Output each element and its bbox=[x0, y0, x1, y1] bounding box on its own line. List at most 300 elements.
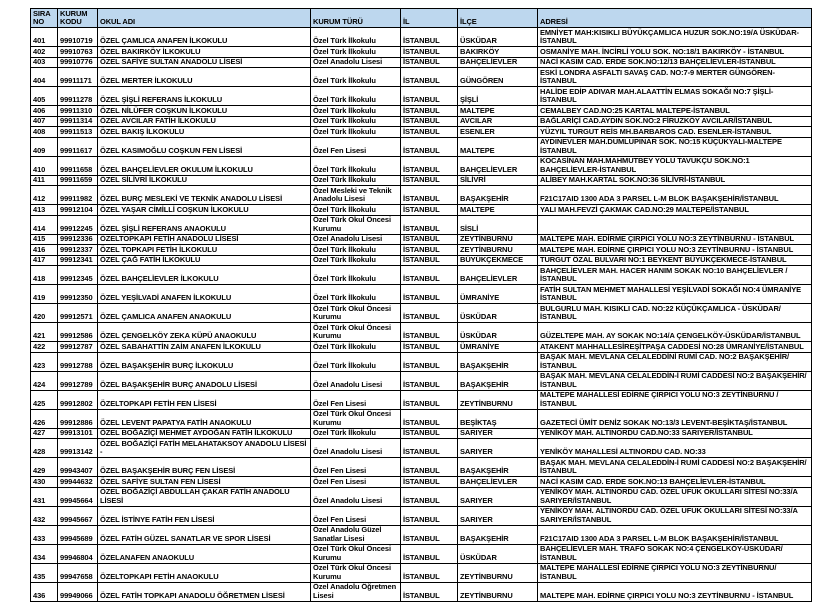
col-header-il: İL bbox=[401, 9, 458, 28]
cell-adresi: GAZETECİ ÜMİT DENİZ SOKAK NO:13/3 LEVENT-BEŞİKTAŞ/İSTANBUL bbox=[538, 409, 812, 428]
table-row bbox=[31, 245, 812, 256]
cell-kurum_kodu: 99912802 bbox=[58, 390, 98, 409]
table-header bbox=[31, 9, 812, 28]
cell-kurum_turu: Özel Türk İlkokulu bbox=[311, 87, 401, 106]
cell-il: İSTANBUL bbox=[401, 544, 458, 563]
cell-sira_no: 433 bbox=[31, 525, 58, 544]
cell-kurum_kodu: 99911659 bbox=[58, 175, 98, 186]
cell-adresi: TURGUT ÖZAL BULVARI NO:1 BEYKENT BÜYÜKÇEKMECE-İSTANBUL bbox=[538, 255, 812, 266]
table-row bbox=[31, 234, 812, 245]
cell-sira_no: 416 bbox=[31, 245, 58, 256]
cell-sira_no: 408 bbox=[31, 127, 58, 138]
cell-sira_no: 424 bbox=[31, 371, 58, 390]
cell-kurum_turu: Özel Anadolu Lisesi bbox=[311, 487, 401, 506]
cell-kurum_kodu: 99912789 bbox=[58, 371, 98, 390]
table-row bbox=[31, 205, 812, 216]
table-row bbox=[31, 175, 812, 186]
cell-adresi: YALI MAH.FEVZİ ÇAKMAK CAD.NO:29 MALTEPE/İSTANBUL bbox=[538, 205, 812, 216]
cell-adresi: BAŞAK MAH. MEVLANA CELALEDDİN-İ RUMİ CADDESİ NO:2 BAŞAKŞEHİR/İSTANBUL bbox=[538, 371, 812, 390]
table-row bbox=[31, 506, 812, 525]
table-row bbox=[31, 87, 812, 106]
cell-ilce: SİLİVRİ bbox=[458, 175, 538, 186]
cell-kurum_kodu: 99910719 bbox=[58, 28, 98, 47]
cell-kurum_turu: Özel Anadolu Lisesi bbox=[311, 234, 401, 245]
cell-kurum_kodu: 99912245 bbox=[58, 215, 98, 234]
cell-sira_no: 411 bbox=[31, 175, 58, 186]
table-row bbox=[31, 428, 812, 439]
cell-il: İSTANBUL bbox=[401, 285, 458, 304]
document-page bbox=[30, 8, 811, 602]
cell-sira_no: 413 bbox=[31, 205, 58, 216]
cell-okul_adi: ÖZEL MERTER İLKOKULU bbox=[98, 68, 311, 87]
cell-il: İSTANBUL bbox=[401, 234, 458, 245]
cell-il: İSTANBUL bbox=[401, 116, 458, 127]
cell-okul_adi: ÖZEL LEVENT PAPATYA FATİH ANAOKULU bbox=[98, 409, 311, 428]
table-row bbox=[31, 137, 812, 156]
cell-il: İSTANBUL bbox=[401, 439, 458, 458]
cell-kurum_turu: Özel Türk Okul Öncesi Kurumu bbox=[311, 323, 401, 342]
cell-adresi: MALTEPE MAH. EDİRME ÇIRPICI YOLU NO:3 ZEYTİNBURNU - İSTANBUL bbox=[538, 234, 812, 245]
cell-adresi: MALTEPE MAHALLESİ EDİRNE ÇIRPICI YOLU NO:3 ZEYTİNBURNU/İSTANBUL bbox=[538, 563, 812, 582]
cell-il: İSTANBUL bbox=[401, 68, 458, 87]
cell-adresi: ATAKENT MAHHALLESİREŞİTPAŞA CADDESİ NO:28 ÜMRANİYE/İSTANBUL bbox=[538, 342, 812, 353]
cell-ilce: ZEYTİNBURNU bbox=[458, 245, 538, 256]
cell-adresi: BAHÇELİEVLER MAH. TRAFO SOKAK NO:4 ÇENGELKÖY-ÜSKÜDAR/İSTANBUL bbox=[538, 544, 812, 563]
cell-kurum_turu: Özel Türk İlkokulu bbox=[311, 127, 401, 138]
cell-kurum_kodu: 99945689 bbox=[58, 525, 98, 544]
table-row bbox=[31, 156, 812, 175]
cell-okul_adi: ÖZEL BAHÇELİEVLER OKULUM İLKOKULU bbox=[98, 156, 311, 175]
cell-kurum_turu: Özel Fen Lisesi bbox=[311, 506, 401, 525]
cell-okul_adi: ÖZEL AVCILAR FATİH İLKOKULU bbox=[98, 116, 311, 127]
cell-il: İSTANBUL bbox=[401, 47, 458, 58]
col-header-sira_no: SIRA NO bbox=[31, 9, 58, 28]
cell-il: İSTANBUL bbox=[401, 352, 458, 371]
table-row bbox=[31, 127, 812, 138]
cell-sira_no: 410 bbox=[31, 156, 58, 175]
cell-ilce: BAHÇELİEVLER bbox=[458, 477, 538, 488]
cell-kurum_turu: Özel Türk İlkokulu bbox=[311, 175, 401, 186]
cell-okul_adi: ÖZEL BURÇ MESLEKİ VE TEKNİK ANADOLU LİSESİ bbox=[98, 186, 311, 205]
cell-sira_no: 401 bbox=[31, 28, 58, 47]
cell-kurum_turu: Özel Türk İlkokulu bbox=[311, 116, 401, 127]
cell-ilce: BAHÇELİEVLER bbox=[458, 156, 538, 175]
table-row bbox=[31, 390, 812, 409]
cell-ilce: ÜSKÜDAR bbox=[458, 28, 538, 47]
cell-il: İSTANBUL bbox=[401, 525, 458, 544]
table-row bbox=[31, 47, 812, 58]
cell-adresi: F21C17AID 1300 ADA 3 PARSEL L-M BLOK BAŞAKŞEHİR/İSTANBUL bbox=[538, 186, 812, 205]
cell-ilce: GÜNGÖREN bbox=[458, 68, 538, 87]
cell-il: İSTANBUL bbox=[401, 582, 458, 601]
cell-kurum_turu: Özel Türk Okul Öncesi Kurumu bbox=[311, 215, 401, 234]
col-header-ilce: İLÇE bbox=[458, 9, 538, 28]
cell-adresi: YENİKÖY MAH. ALTINORDU CAD. ÖZEL UFUK OKULLARI SİTESİ NO:33/A SARIYER/İSTANBUL bbox=[538, 487, 812, 506]
cell-okul_adi: ÖZEL ÇAĞ FATİH İLKOKULU bbox=[98, 255, 311, 266]
cell-il: İSTANBUL bbox=[401, 106, 458, 117]
cell-okul_adi: ÖZEL BOĞAZİÇİ ABDULLAH ÇAKAR FATİH ANADOLU LİSESİ bbox=[98, 487, 311, 506]
cell-kurum_turu: Özel Fen Lisesi bbox=[311, 458, 401, 477]
cell-adresi: FATİH SULTAN MEHMET MAHALLESİ YEŞİLVADİ SOKAĞI NO:4 ÜMRANİYE İSTANBUL bbox=[538, 285, 812, 304]
cell-okul_adi: ÖZEL NİLÜFER COŞKUN İLKOKULU bbox=[98, 106, 311, 117]
cell-il: İSTANBUL bbox=[401, 215, 458, 234]
cell-ilce: ZEYTİNBURNU bbox=[458, 582, 538, 601]
cell-ilce: ÜSKÜDAR bbox=[458, 304, 538, 323]
cell-kurum_kodu: 99911617 bbox=[58, 137, 98, 156]
cell-ilce: ZEYTİNBURNU bbox=[458, 390, 538, 409]
cell-okul_adi: ÖZEL YAŞAR CİMİLLİ COŞKUN İLKOKULU bbox=[98, 205, 311, 216]
cell-adresi: BAŞAK MAH. MEVLANA CELALEDDİNİ RUMİ CAD. NO:2 BAŞAKŞEHİR/İSTANBUL bbox=[538, 352, 812, 371]
cell-ilce: SARIYER bbox=[458, 487, 538, 506]
cell-il: İSTANBUL bbox=[401, 127, 458, 138]
cell-sira_no: 412 bbox=[31, 186, 58, 205]
cell-ilce: MALTEPE bbox=[458, 205, 538, 216]
cell-kurum_turu: Özel Fen Lisesi bbox=[311, 137, 401, 156]
cell-adresi: ALİBEY MAH.KARTAL SOK.NO:36 SİLİVRİ-İSTANBUL bbox=[538, 175, 812, 186]
cell-il: İSTANBUL bbox=[401, 266, 458, 285]
cell-okul_adi: ÖZEL BAŞAKŞEHİR BURÇ FEN LİSESİ bbox=[98, 458, 311, 477]
cell-ilce: ÜMRANİYE bbox=[458, 285, 538, 304]
cell-okul_adi: ÖZEL SİLİVRİ İLKOKULU bbox=[98, 175, 311, 186]
cell-kurum_kodu: 99947658 bbox=[58, 563, 98, 582]
cell-ilce: BÜYÜKÇEKMECE bbox=[458, 255, 538, 266]
cell-adresi: NACİ KASIM CAD. ERDE SOK.NO:12/13 BAHÇELİEVLER-İSTANBUL bbox=[538, 57, 812, 68]
cell-kurum_kodu: 99912350 bbox=[58, 285, 98, 304]
cell-kurum_turu: Özel Fen Lisesi bbox=[311, 477, 401, 488]
cell-kurum_turu: Özel Türk İlkokulu bbox=[311, 428, 401, 439]
cell-adresi bbox=[538, 215, 812, 234]
cell-kurum_kodu: 99912787 bbox=[58, 342, 98, 353]
cell-okul_adi: ÖZEL İSTİNYE FATİH FEN LİSESİ bbox=[98, 506, 311, 525]
cell-il: İSTANBUL bbox=[401, 458, 458, 477]
cell-sira_no: 406 bbox=[31, 106, 58, 117]
cell-sira_no: 420 bbox=[31, 304, 58, 323]
cell-sira_no: 435 bbox=[31, 563, 58, 582]
cell-okul_adi: ÖZEL SABAHATTİN ZAİM ANAFEN İLKOKULU bbox=[98, 342, 311, 353]
cell-kurum_kodu: 99912788 bbox=[58, 352, 98, 371]
cell-il: İSTANBUL bbox=[401, 563, 458, 582]
cell-sira_no: 432 bbox=[31, 506, 58, 525]
cell-kurum_turu: Özel Türk Okul Öncesi Kurumu bbox=[311, 409, 401, 428]
table-row bbox=[31, 352, 812, 371]
cell-kurum_kodu: 99946804 bbox=[58, 544, 98, 563]
cell-sira_no: 418 bbox=[31, 266, 58, 285]
cell-il: İSTANBUL bbox=[401, 28, 458, 47]
cell-kurum_kodu: 99912336 bbox=[58, 234, 98, 245]
cell-okul_adi: ÖZELTOPKAPI FETİH FEN LİSESİ bbox=[98, 390, 311, 409]
cell-adresi: MALTEPE MAH. EDİRNE ÇIRPICI YOLU NO:3 ZEYTİNBURNU - İSTANBUL bbox=[538, 582, 812, 601]
cell-okul_adi: ÖZEL KASIMOĞLU COŞKUN FEN LİSESİ bbox=[98, 137, 311, 156]
cell-sira_no: 415 bbox=[31, 234, 58, 245]
cell-kurum_turu: Özel Türk İlkokulu bbox=[311, 156, 401, 175]
cell-il: İSTANBUL bbox=[401, 205, 458, 216]
cell-il: İSTANBUL bbox=[401, 255, 458, 266]
cell-okul_adi: ÖZEL BAKIŞ İLKOKULU bbox=[98, 127, 311, 138]
cell-ilce: BAŞAKŞEHİR bbox=[458, 458, 538, 477]
cell-ilce: BAŞAKŞEHİR bbox=[458, 186, 538, 205]
col-header-kurum_turu: KURUM TÜRÜ bbox=[311, 9, 401, 28]
cell-ilce: SARIYER bbox=[458, 506, 538, 525]
cell-kurum_turu: Özel Türk İlkokulu bbox=[311, 68, 401, 87]
table-row bbox=[31, 215, 812, 234]
table-row bbox=[31, 525, 812, 544]
cell-okul_adi: ÖZELTOPKAPI FETİH ANADOLU LİSESİ bbox=[98, 234, 311, 245]
cell-adresi: MALTEPE MAH. EDİRNE ÇIRPICI YOLU NO:3 ZEYTİNBURNU - İSTANBUL bbox=[538, 245, 812, 256]
cell-ilce: BAŞAKŞEHİR bbox=[458, 352, 538, 371]
cell-okul_adi: ÖZEL SAFİYE SULTAN ANADOLU LİSESİ bbox=[98, 57, 311, 68]
cell-il: İSTANBUL bbox=[401, 245, 458, 256]
table-row bbox=[31, 458, 812, 477]
cell-okul_adi: ÖZEL TOPKAPI FETİH İLKOKULU bbox=[98, 245, 311, 256]
cell-il: İSTANBUL bbox=[401, 57, 458, 68]
cell-ilce: SARIYER bbox=[458, 439, 538, 458]
cell-kurum_kodu: 99912337 bbox=[58, 245, 98, 256]
cell-il: İSTANBUL bbox=[401, 87, 458, 106]
table-row bbox=[31, 477, 812, 488]
cell-kurum_kodu: 99911171 bbox=[58, 68, 98, 87]
cell-kurum_kodu: 99911982 bbox=[58, 186, 98, 205]
cell-okul_adi: ÖZELANAFEN ANAOKULU bbox=[98, 544, 311, 563]
cell-kurum_turu: Özel Türk İlkokulu bbox=[311, 205, 401, 216]
cell-sira_no: 405 bbox=[31, 87, 58, 106]
table-row bbox=[31, 266, 812, 285]
cell-kurum_kodu: 99911314 bbox=[58, 116, 98, 127]
table-row bbox=[31, 439, 812, 458]
cell-sira_no: 431 bbox=[31, 487, 58, 506]
cell-kurum_turu: Özel Anadolu Lisesi bbox=[311, 439, 401, 458]
cell-kurum_turu: Özel Anadolu Lisesi bbox=[311, 371, 401, 390]
cell-ilce: MALTEPE bbox=[458, 137, 538, 156]
cell-il: İSTANBUL bbox=[401, 186, 458, 205]
table-row bbox=[31, 563, 812, 582]
cell-kurum_turu: Özel Türk İlkokulu bbox=[311, 255, 401, 266]
cell-kurum_kodu: 99912341 bbox=[58, 255, 98, 266]
cell-adresi: YENİKÖY MAH. ALTINORDU CAD. ÖZEL UFUK OKULLARI SİTESİ NO:33/A SARIYER/İSTANBUL bbox=[538, 506, 812, 525]
table-row bbox=[31, 68, 812, 87]
schools-table bbox=[30, 8, 812, 602]
cell-kurum_kodu: 99949066 bbox=[58, 582, 98, 601]
cell-kurum_turu: Özel Türk Okul Öncesi Kurumu bbox=[311, 563, 401, 582]
cell-sira_no: 427 bbox=[31, 428, 58, 439]
table-row bbox=[31, 57, 812, 68]
cell-okul_adi: ÖZEL YEŞİLVADİ ANAFEN İLKOKULU bbox=[98, 285, 311, 304]
cell-kurum_turu: Özel Türk Okul Öncesi Kurumu bbox=[311, 544, 401, 563]
cell-ilce: ÜSKÜDAR bbox=[458, 323, 538, 342]
cell-sira_no: 426 bbox=[31, 409, 58, 428]
cell-okul_adi: ÖZEL ÇAMLICA ANAFEN ANAOKULU bbox=[98, 304, 311, 323]
table-row bbox=[31, 582, 812, 601]
cell-kurum_turu: Özel Türk İlkokulu bbox=[311, 245, 401, 256]
cell-ilce: ESENLER bbox=[458, 127, 538, 138]
cell-ilce: ÜSKÜDAR bbox=[458, 544, 538, 563]
table-row bbox=[31, 255, 812, 266]
table-row bbox=[31, 116, 812, 127]
cell-kurum_kodu: 99911658 bbox=[58, 156, 98, 175]
cell-il: İSTANBUL bbox=[401, 323, 458, 342]
cell-kurum_turu: Özel Anadolu Öğretmen Lisesi bbox=[311, 582, 401, 601]
cell-il: İSTANBUL bbox=[401, 506, 458, 525]
cell-adresi: EMNİYET MAH:KISIKLI BÜYÜKÇAMLICA HUZUR SOK.NO:19/A ÜSKÜDAR-İSTANBUL bbox=[538, 28, 812, 47]
table-row bbox=[31, 342, 812, 353]
table-row bbox=[31, 106, 812, 117]
cell-adresi: BAHÇELİEVLER MAH. HACER HANIM SOKAK NO:10 BAHÇELİEVLER / İSTANBUL bbox=[538, 266, 812, 285]
cell-kurum_kodu: 99910776 bbox=[58, 57, 98, 68]
cell-ilce: SİSLİ bbox=[458, 215, 538, 234]
cell-sira_no: 422 bbox=[31, 342, 58, 353]
cell-okul_adi: ÖZEL BAHÇELİEVLER İLKOKULU bbox=[98, 266, 311, 285]
cell-kurum_kodu: 99944632 bbox=[58, 477, 98, 488]
table-body bbox=[31, 28, 812, 602]
cell-il: İSTANBUL bbox=[401, 487, 458, 506]
cell-adresi: ESKİ LONDRA ASFALTI SAVAŞ CAD. NO:7-9 MERTER GÜNGÖREN-İSTANBUL bbox=[538, 68, 812, 87]
cell-kurum_turu: Özel Türk Okul Öncesi Kurumu bbox=[311, 304, 401, 323]
cell-kurum_kodu: 99913101 bbox=[58, 428, 98, 439]
cell-ilce: ZEYTİNBURNU bbox=[458, 563, 538, 582]
cell-kurum_turu: Özel Türk İlkokulu bbox=[311, 28, 401, 47]
cell-sira_no: 409 bbox=[31, 137, 58, 156]
cell-okul_adi: ÖZEL ŞİŞLİ REFERANS İLKOKULU bbox=[98, 87, 311, 106]
cell-kurum_kodu: 99912586 bbox=[58, 323, 98, 342]
cell-kurum_kodu: 99911278 bbox=[58, 87, 98, 106]
cell-kurum_kodu: 99943407 bbox=[58, 458, 98, 477]
cell-adresi: F21C17AID 1300 ADA 3 PARSEL L-M BLOK BAŞAKŞEHİR/İSTANBUL bbox=[538, 525, 812, 544]
cell-kurum_turu: Özel Fen Lisesi bbox=[311, 390, 401, 409]
cell-sira_no: 404 bbox=[31, 68, 58, 87]
cell-ilce: ÜMRANİYE bbox=[458, 342, 538, 353]
cell-kurum_turu: Özel Türk İlkokulu bbox=[311, 352, 401, 371]
cell-sira_no: 421 bbox=[31, 323, 58, 342]
table-row bbox=[31, 487, 812, 506]
cell-kurum_kodu: 99912345 bbox=[58, 266, 98, 285]
cell-kurum_kodu: 99912571 bbox=[58, 304, 98, 323]
col-header-adresi: ADRESİ bbox=[538, 9, 812, 28]
cell-adresi: BAŞAK MAH. MEVLANA CELALEDDİN-İ RUMİ CADDESİ NO:2 BAŞAKŞEHİR/İSTANBUL bbox=[538, 458, 812, 477]
cell-adresi: CEMALBEY CAD.NO:25 KARTAL MALTEPE-İSTANBUL bbox=[538, 106, 812, 117]
cell-ilce: BAKIRKÖY bbox=[458, 47, 538, 58]
cell-sira_no: 436 bbox=[31, 582, 58, 601]
cell-okul_adi: ÖZEL BAŞAKŞEHİR BURÇ ANADOLU LİSESİ bbox=[98, 371, 311, 390]
cell-il: İSTANBUL bbox=[401, 342, 458, 353]
cell-il: İSTANBUL bbox=[401, 371, 458, 390]
table-row bbox=[31, 544, 812, 563]
cell-adresi: MALTEPE MAHALLESİ EDİRNE ÇIRPICI YOLU NO:3 ZEYTİNBURNU /İSTANBUL bbox=[538, 390, 812, 409]
cell-okul_adi: ÖZEL FATİH TOPKAPI ANADOLU ÖĞRETMEN LİSESİ bbox=[98, 582, 311, 601]
cell-adresi: GÜZELTEPE MAH. AY SOKAK NO:14/A ÇENGELKÖY-ÜSKÜDAR/İSTANBUL bbox=[538, 323, 812, 342]
table-row bbox=[31, 371, 812, 390]
cell-kurum_kodu: 99912104 bbox=[58, 205, 98, 216]
cell-kurum_kodu: 99913142 bbox=[58, 439, 98, 458]
cell-sira_no: 434 bbox=[31, 544, 58, 563]
cell-okul_adi: ÖZELTOPKAPI FETİH ANAOKULU bbox=[98, 563, 311, 582]
col-header-okul_adi: OKUL ADI bbox=[98, 9, 311, 28]
cell-kurum_turu: Özel Anadolu Güzel Sanatlar Lisesi bbox=[311, 525, 401, 544]
cell-okul_adi: ÖZEL ÇAMLICA ANAFEN İLKOKULU bbox=[98, 28, 311, 47]
cell-sira_no: 429 bbox=[31, 458, 58, 477]
cell-sira_no: 425 bbox=[31, 390, 58, 409]
cell-kurum_turu: Özel Türk İlkokulu bbox=[311, 266, 401, 285]
cell-sira_no: 419 bbox=[31, 285, 58, 304]
cell-il: İSTANBUL bbox=[401, 156, 458, 175]
cell-okul_adi: ÖZEL BAŞAKŞEHİR BURÇ İLKOKULU bbox=[98, 352, 311, 371]
table-row bbox=[31, 285, 812, 304]
cell-adresi: HALİDE EDİP ADIVAR MAH.ALAATTİN ELMAS SOKAĞI NO:7 ŞİŞLİ-İSTANBUL bbox=[538, 87, 812, 106]
table-row bbox=[31, 304, 812, 323]
cell-il: İSTANBUL bbox=[401, 304, 458, 323]
cell-kurum_turu: Özel Anadolu Lisesi bbox=[311, 57, 401, 68]
cell-kurum_kodu: 99911513 bbox=[58, 127, 98, 138]
cell-kurum_turu: Özel Türk İlkokulu bbox=[311, 342, 401, 353]
cell-sira_no: 414 bbox=[31, 215, 58, 234]
cell-il: İSTANBUL bbox=[401, 137, 458, 156]
cell-sira_no: 407 bbox=[31, 116, 58, 127]
cell-sira_no: 430 bbox=[31, 477, 58, 488]
cell-okul_adi: ÖZEL BAKIRKÖY İLKOKULU bbox=[98, 47, 311, 58]
cell-kurum_kodu: 99912886 bbox=[58, 409, 98, 428]
cell-okul_adi: ÖZEL ÇENGELKÖY ZEKA KÜPÜ ANAOKULU bbox=[98, 323, 311, 342]
cell-okul_adi: ÖZEL SAFİYE SULTAN FEN LİSESİ bbox=[98, 477, 311, 488]
cell-okul_adi: ÖZEL BOĞAZİÇİ FATİH MELAHATAKSOY ANADOLU LİSESİ - bbox=[98, 439, 311, 458]
cell-ilce: BEŞİKTAŞ bbox=[458, 409, 538, 428]
cell-ilce: ZEYTİNBURNU bbox=[458, 234, 538, 245]
table-row bbox=[31, 28, 812, 47]
cell-adresi: KOCASİNAN MAH.MAHMUTBEY YOLU TAVUKÇU SOK.NO:1 BAHÇELİEVLER-İSTANBUL bbox=[538, 156, 812, 175]
cell-sira_no: 403 bbox=[31, 57, 58, 68]
cell-kurum_kodu: 99911310 bbox=[58, 106, 98, 117]
cell-adresi: OSMANİYE MAH. İNCİRLİ YOLU SOK. NO:18/1 BAKIRKÖY - İSTANBUL bbox=[538, 47, 812, 58]
cell-ilce: BAŞAKŞEHİR bbox=[458, 525, 538, 544]
cell-kurum_kodu: 99910763 bbox=[58, 47, 98, 58]
cell-kurum_kodu: 99945664 bbox=[58, 487, 98, 506]
cell-adresi: YENİKÖY MAHALLESİ ALTINORDU CAD. NO:33 bbox=[538, 439, 812, 458]
cell-okul_adi: ÖZEL BOĞAZİÇİ MEHMET AYDOĞAN FATİH İLKOKULU bbox=[98, 428, 311, 439]
cell-il: İSTANBUL bbox=[401, 409, 458, 428]
cell-adresi: AYDINEVLER MAH.DUMLUPINAR SOK. NO:15 KÜÇÜKYALI-MALTEPE İSTANBUL bbox=[538, 137, 812, 156]
cell-adresi: NACİ KASIM CAD. ERDE SOK.NO:13 BAHÇELİEVLER-İSTANBUL bbox=[538, 477, 812, 488]
cell-ilce: SARIYER bbox=[458, 428, 538, 439]
cell-ilce: BAHÇELİEVLER bbox=[458, 266, 538, 285]
cell-adresi: BAĞLARİÇİ CAD.AYDIN SOK.NO:2 FİRUZKÖY AVCILAR/İSTANBUL bbox=[538, 116, 812, 127]
cell-ilce: AVCILAR bbox=[458, 116, 538, 127]
table-row bbox=[31, 323, 812, 342]
cell-kurum_turu: Özel Türk İlkokulu bbox=[311, 106, 401, 117]
cell-kurum_turu: Özel Mesleki ve Teknik Anadolu Lisesi bbox=[311, 186, 401, 205]
cell-sira_no: 428 bbox=[31, 439, 58, 458]
cell-adresi: YENİKÖY MAH. ALTINORDU CAD.NO:33 SARIYER/İSTANBUL bbox=[538, 428, 812, 439]
col-header-kurum_kodu: KURUM KODU bbox=[58, 9, 98, 28]
table-row bbox=[31, 409, 812, 428]
header-row bbox=[31, 9, 812, 28]
cell-sira_no: 423 bbox=[31, 352, 58, 371]
cell-il: İSTANBUL bbox=[401, 390, 458, 409]
cell-adresi: BULGURLU MAH. KISIKLI CAD. NO:22 KÜÇÜKÇAMLICA - ÜSKÜDAR/İSTANBUL bbox=[538, 304, 812, 323]
cell-il: İSTANBUL bbox=[401, 477, 458, 488]
table-row bbox=[31, 186, 812, 205]
cell-ilce: BAHÇELİEVLER bbox=[458, 57, 538, 68]
cell-ilce: MALTEPE bbox=[458, 106, 538, 117]
cell-kurum_turu: Özel Türk İlkokulu bbox=[311, 285, 401, 304]
cell-ilce: ŞİŞLİ bbox=[458, 87, 538, 106]
cell-il: İSTANBUL bbox=[401, 428, 458, 439]
cell-kurum_kodu: 99945667 bbox=[58, 506, 98, 525]
cell-ilce: BAŞAKŞEHİR bbox=[458, 371, 538, 390]
cell-kurum_turu: Özel Türk İlkokulu bbox=[311, 47, 401, 58]
cell-sira_no: 417 bbox=[31, 255, 58, 266]
cell-okul_adi: ÖZEL FATİH GÜZEL SANATLAR VE SPOR LİSESİ bbox=[98, 525, 311, 544]
cell-adresi: YÜZYIL TURGUT REİS MH.BARBAROS CAD. ESENLER-İSTANBUL bbox=[538, 127, 812, 138]
cell-il: İSTANBUL bbox=[401, 175, 458, 186]
cell-okul_adi: ÖZEL ŞİŞLİ REFERANS ANAOKULU bbox=[98, 215, 311, 234]
cell-sira_no: 402 bbox=[31, 47, 58, 58]
